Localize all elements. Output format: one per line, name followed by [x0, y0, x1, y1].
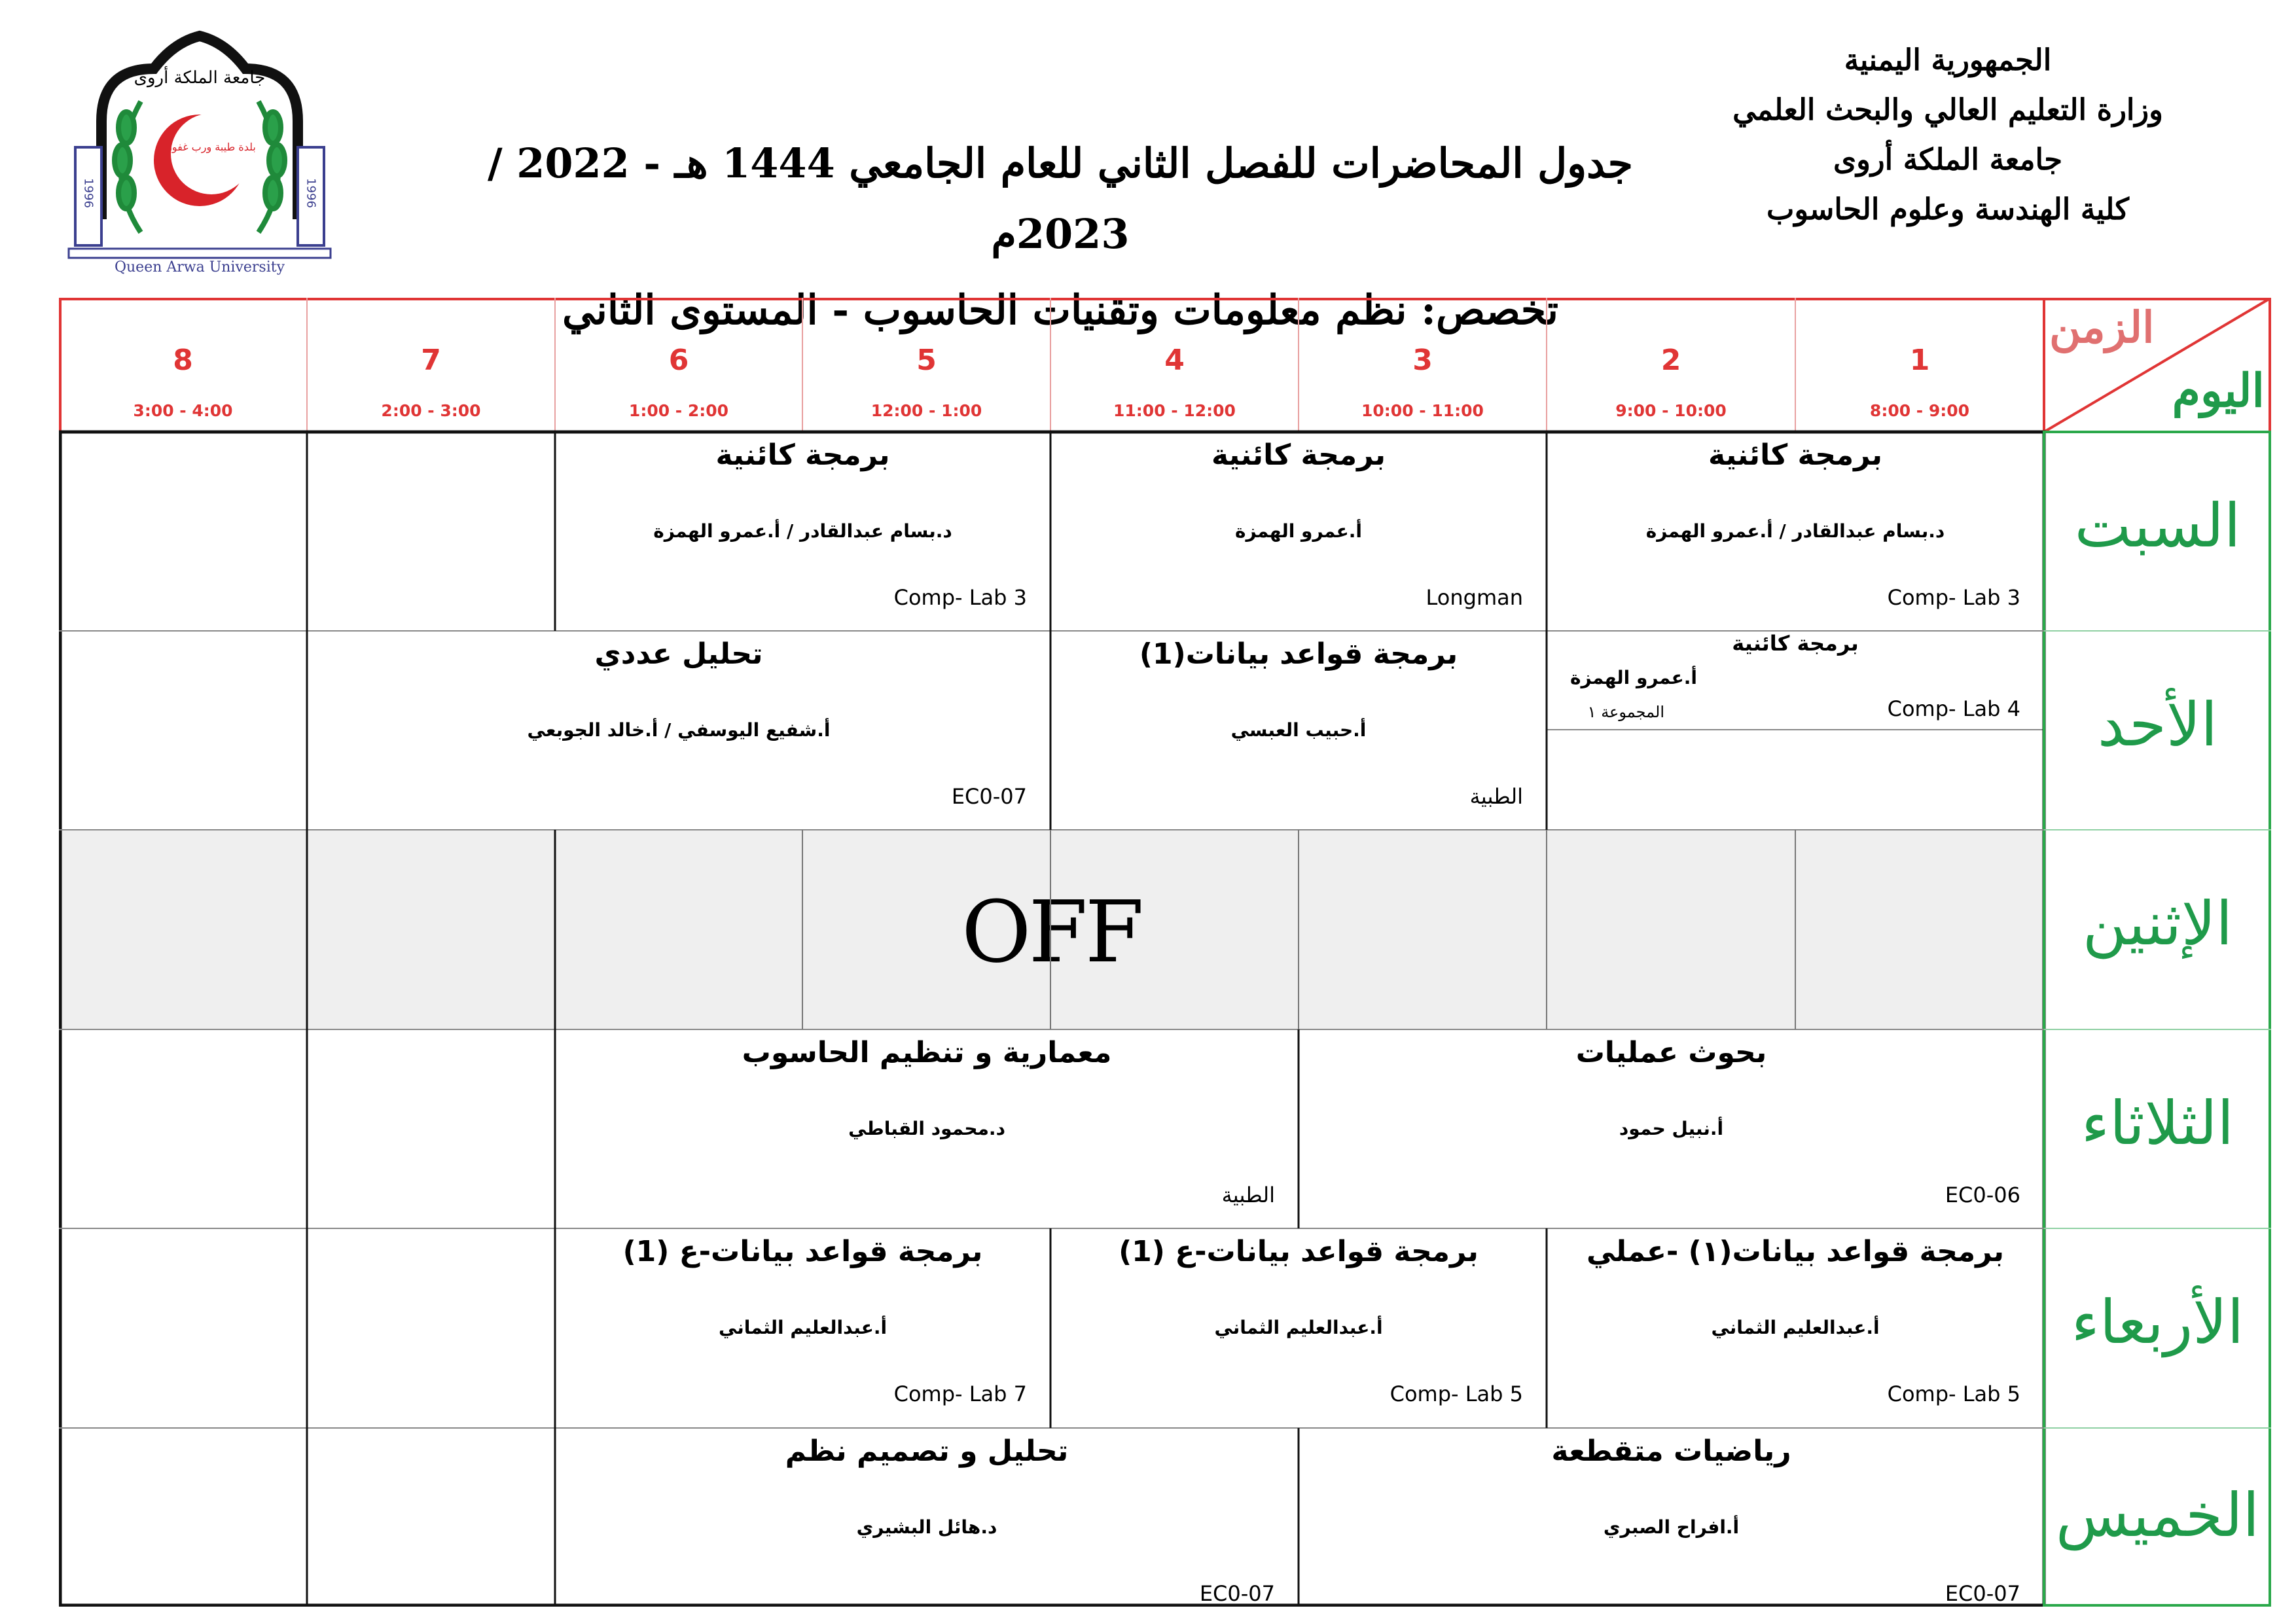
room-name: Longman: [1426, 585, 1523, 610]
day-name: السبت: [2074, 491, 2241, 561]
room-name: Comp- Lab 5: [1390, 1382, 1523, 1406]
period-number: 8: [173, 344, 193, 377]
ministry-name: وزارة التعليم العالي والبحث العلمي: [1732, 92, 2163, 127]
course-name: برمجة كائنية: [1211, 438, 1386, 472]
course-name: رياضيات متقطعة: [1551, 1435, 1791, 1468]
room-name: Comp- Lab 4: [1887, 696, 2020, 721]
course-name: برمجة كائنية: [1732, 631, 1859, 656]
instructor-name: د.محمود القباطي: [848, 1118, 1005, 1139]
instructor-name: أ.شفيع اليوسفي / أ.خالد الجوبعي: [527, 719, 831, 741]
course-name: معمارية و تنظيم الحاسوب: [742, 1036, 1112, 1069]
room-name: الطبية: [1469, 784, 1523, 809]
logo-motto: بلدة طيبة ورب غفور: [167, 141, 256, 153]
time-axis-label: الزمن: [2049, 302, 2155, 353]
period-time: 10:00 - 11:00: [1361, 401, 1484, 420]
instructor-name: د.بسام عبدالقادر / أ.عمرو الهمزة: [1645, 520, 1945, 542]
period-time: 11:00 - 12:00: [1113, 401, 1236, 420]
schedule-title: جدول المحاضرات للفصل الثاني للعام الجامعي 1444 هـ - 2022 / 2023م: [488, 139, 1633, 258]
room-name: Comp- Lab 3: [1887, 585, 2020, 610]
course-name: تحليل و تصميم نظم: [785, 1435, 1069, 1468]
period-number: 3: [1412, 344, 1433, 377]
period-number: 4: [1164, 344, 1185, 377]
room-name: Comp- Lab 7: [893, 1382, 1027, 1406]
instructor-name: د.بسام عبدالقادر / أ.عمرو الهمزة: [653, 520, 952, 542]
course-name: برمجة قواعد بيانات(1): [1139, 637, 1458, 671]
college-name: كلية الهندسة وعلوم الحاسوب: [1767, 192, 2129, 226]
room-name: EC0-07: [1945, 1581, 2020, 1606]
room-name: الطبية: [1221, 1183, 1275, 1207]
table-grid-lines: [59, 298, 2271, 1607]
day-axis-label: اليوم: [2172, 363, 2265, 418]
instructor-name: أ.افراح الصبري: [1603, 1516, 1740, 1538]
period-time: 9:00 - 10:00: [1615, 401, 1727, 420]
period-number: 2: [1660, 344, 1681, 377]
day-name: الخميس: [2055, 1480, 2260, 1550]
course-name: برمجة كائنية: [1708, 438, 1883, 472]
instructor-name: أ.عمرو الهمزة: [1570, 667, 1697, 688]
period-number: 1: [1909, 344, 1930, 377]
period-time: 1:00 - 2:00: [628, 401, 729, 420]
instructor-name: أ.حبيب العبسي: [1230, 719, 1367, 741]
room-name: EC0-06: [1945, 1183, 2020, 1207]
instructor-name: أ.عبدالعليم الثماني: [1214, 1317, 1383, 1338]
period-number: 5: [916, 344, 937, 377]
day-name: الأربعاء: [2071, 1287, 2244, 1357]
course-name: برمجة قواعد بيانات(١) -عملي: [1586, 1235, 2005, 1268]
period-time: 3:00 - 4:00: [133, 401, 233, 420]
university-logo: [62, 23, 337, 285]
period-number: 6: [668, 344, 689, 377]
day-name: الإثنين: [2082, 889, 2233, 959]
country-name: الجمهورية اليمنية: [1844, 43, 2052, 77]
course-name: تحليل عددي: [594, 637, 763, 671]
day-name: الأحد: [2097, 690, 2218, 760]
instructor-name: د.هائل البشيري: [856, 1516, 997, 1538]
course-name: برمجة قواعد بيانات-ع (1): [1119, 1235, 1479, 1268]
off-label: OFF: [961, 882, 1141, 982]
room-name: Comp- Lab 5: [1887, 1382, 2020, 1406]
room-name: EC0-07: [1199, 1581, 1275, 1606]
room-name: Comp- Lab 3: [893, 585, 1027, 610]
schedule-subtitle: تخصص: نظم معلومات وتقنيات الحاسوب - المستوى الثاني: [562, 286, 1559, 334]
logo-year-left: 1996: [81, 178, 96, 208]
course-name: بحوث عمليات: [1575, 1036, 1767, 1069]
course-name: برمجة كائنية: [715, 438, 890, 472]
group-name: المجموعة ١: [1587, 703, 1664, 721]
instructor-name: أ.عبدالعليم الثماني: [1711, 1317, 1880, 1338]
period-number: 7: [421, 344, 441, 377]
course-name: برمجة قواعد بيانات-ع (1): [622, 1235, 983, 1268]
logo-year-right: 1996: [304, 178, 318, 208]
period-time: 8:00 - 9:00: [1869, 401, 1970, 420]
day-name: الثلاثاء: [2081, 1088, 2234, 1158]
instructor-name: أ.عبدالعليم الثماني: [718, 1317, 888, 1338]
room-name: EC0-07: [951, 784, 1027, 809]
institution-header: [1660, 35, 2236, 234]
logo-arabic-name: جامعة الملكة أروى: [134, 68, 266, 88]
instructor-name: أ.عمرو الهمزة: [1234, 520, 1363, 542]
period-time: 12:00 - 1:00: [870, 401, 982, 420]
schedule-table: [59, 298, 2271, 1607]
university-name: جامعة الملكة أروى: [1833, 142, 2063, 177]
instructor-name: أ.نبيل حمود: [1619, 1118, 1724, 1139]
logo-english-name: Queen Arwa University: [114, 259, 285, 276]
period-time: 2:00 - 3:00: [381, 401, 481, 420]
